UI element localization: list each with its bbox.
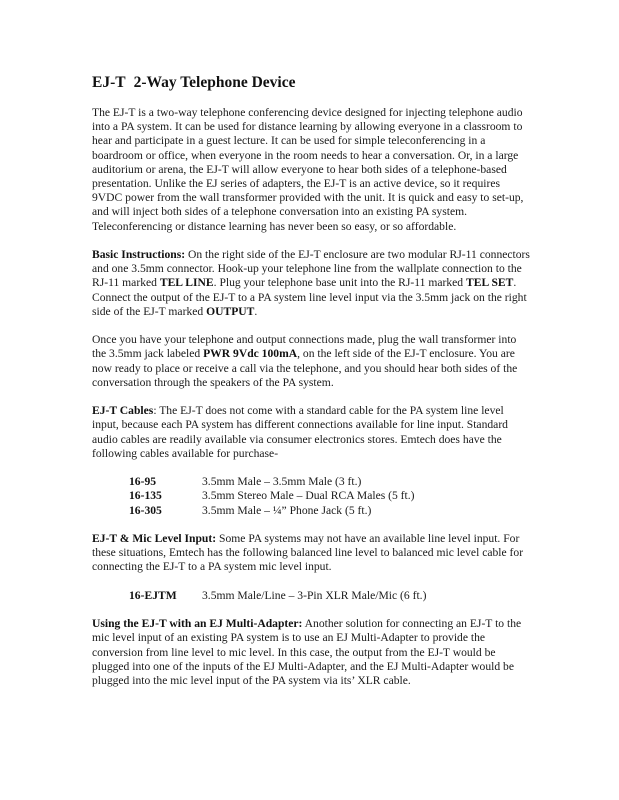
cable-code: 16-135 [129,489,162,503]
cable-code: 16-EJTM [129,588,177,602]
document-page [92,74,532,702]
power-text-1: Once you have your telephone and output connections made, plug the wall transformer into the 3.5mm jack labeled [92,333,517,361]
mic-level-text: Some PA systems may not have an available line level input. For these situations, Emtech has the following balanced line level to balanced mic level cable for connecting the EJ-T to a PA system mic level input. [92,532,524,574]
title-description: 2-Way Telephone Device [133,74,296,91]
basic-text-3: . Connect the output of the EJ-T to a PA system line level input via the 3.5mm jack on the right side of the EJ-T marked [92,276,527,318]
power-paragraph [92,333,532,390]
cables-heading: EJ-T Cables [92,404,154,418]
multi-adapter-paragraph [92,617,532,688]
basic-instructions-paragraph [92,248,532,319]
cable-description: 3.5mm Male/Line – 3-Pin XLR Male/Mic (6 ft.) [202,588,427,602]
cable-description: 3.5mm Stereo Male – Dual RCA Males (5 ft.) [202,489,415,503]
intro-paragraph: The EJ-T is a two-way telephone conferencing device designed for injecting telephone audio into a PA system. It can be used for distance learning by allowing everyone in a classroom to hear and participate in a guest lecture. It can be used for simple teleconferencing in a boardroom or office, when everyone in the room needs to hear a conversation. Or, in a large auditorium or arena, the EJ-T will allow everyone to hear both sides of a telephone-based presentation. Unlike the EJ series of adapters, the EJ-T is an active device, so it requires 9VDC power from the wall transformer provided with the unit. It is quick and easy to set-up, and will inject both sides of a telephone conversation into an existing PA system. Teleconferencing or distance learning has never been so easy, or so affordable. [92,106,524,233]
cable-list [92,475,532,518]
basic-text-4: . [254,304,258,318]
cable-row [92,489,532,503]
mic-level-paragraph [92,532,532,575]
cable-row [92,589,532,603]
basic-text-2: . Plug your telephone base unit into the RJ-11 marked [213,276,466,290]
cables-paragraph [92,404,532,461]
cable-code: 16-95 [129,475,157,489]
basic-instructions-heading: Basic Instructions: [92,248,186,262]
title-model: EJ-T [92,74,126,91]
cable-description: 3.5mm Male – ¼” Phone Jack (5 ft.) [202,503,372,517]
cables-text: : The EJ-T does not come with a standard cable for the PA system line level input, because each PA system has different connections available for line input. Standard audio cables are readily available via consumer electronics stores. Emtech does have the following cables available for purchase- [92,404,508,460]
basic-text-1: On the right side of the EJ-T enclosure are two modular RJ-11 connectors and one 3.5mm connector. Hook-up your telephone line from the wallplate connection to the RJ-11 marked [92,248,530,290]
tel-line-label: TEL LINE [159,276,214,290]
tel-set-label: TEL SET [466,276,514,290]
cable-code: 16-305 [129,503,162,517]
cable-row [92,504,532,518]
pwr-label: PWR 9Vdc 100mA [203,347,298,361]
multi-adapter-heading: Using the EJ-T with an EJ Multi-Adapter: [92,617,303,631]
cable-description: 3.5mm Male – 3.5mm Male (3 ft.) [202,475,362,489]
mic-cable-list [92,589,532,603]
page-title [92,74,532,92]
cable-row [92,475,532,489]
mic-level-heading: EJ-T & Mic Level Input: [92,532,217,546]
power-text-2: , on the left side of the EJ-T enclosure. You are now ready to place or receive a call via the telephone, and you should hear both sides of the conversation through the speakers of the PA system. [92,347,518,389]
multi-adapter-text: Another solution for connecting an EJ-T to the mic level input of an existing PA system is to use an EJ Multi-Adapter to provide the conversion from line level to mic level. In this case, the output from the EJ-T would be plugged into one of the inputs of the EJ Multi-Adapter, and the EJ Multi-Adapter would be plugged into the mic level input of the PA system via its’ XLR cable. [92,617,522,688]
output-label: OUTPUT [206,304,255,318]
